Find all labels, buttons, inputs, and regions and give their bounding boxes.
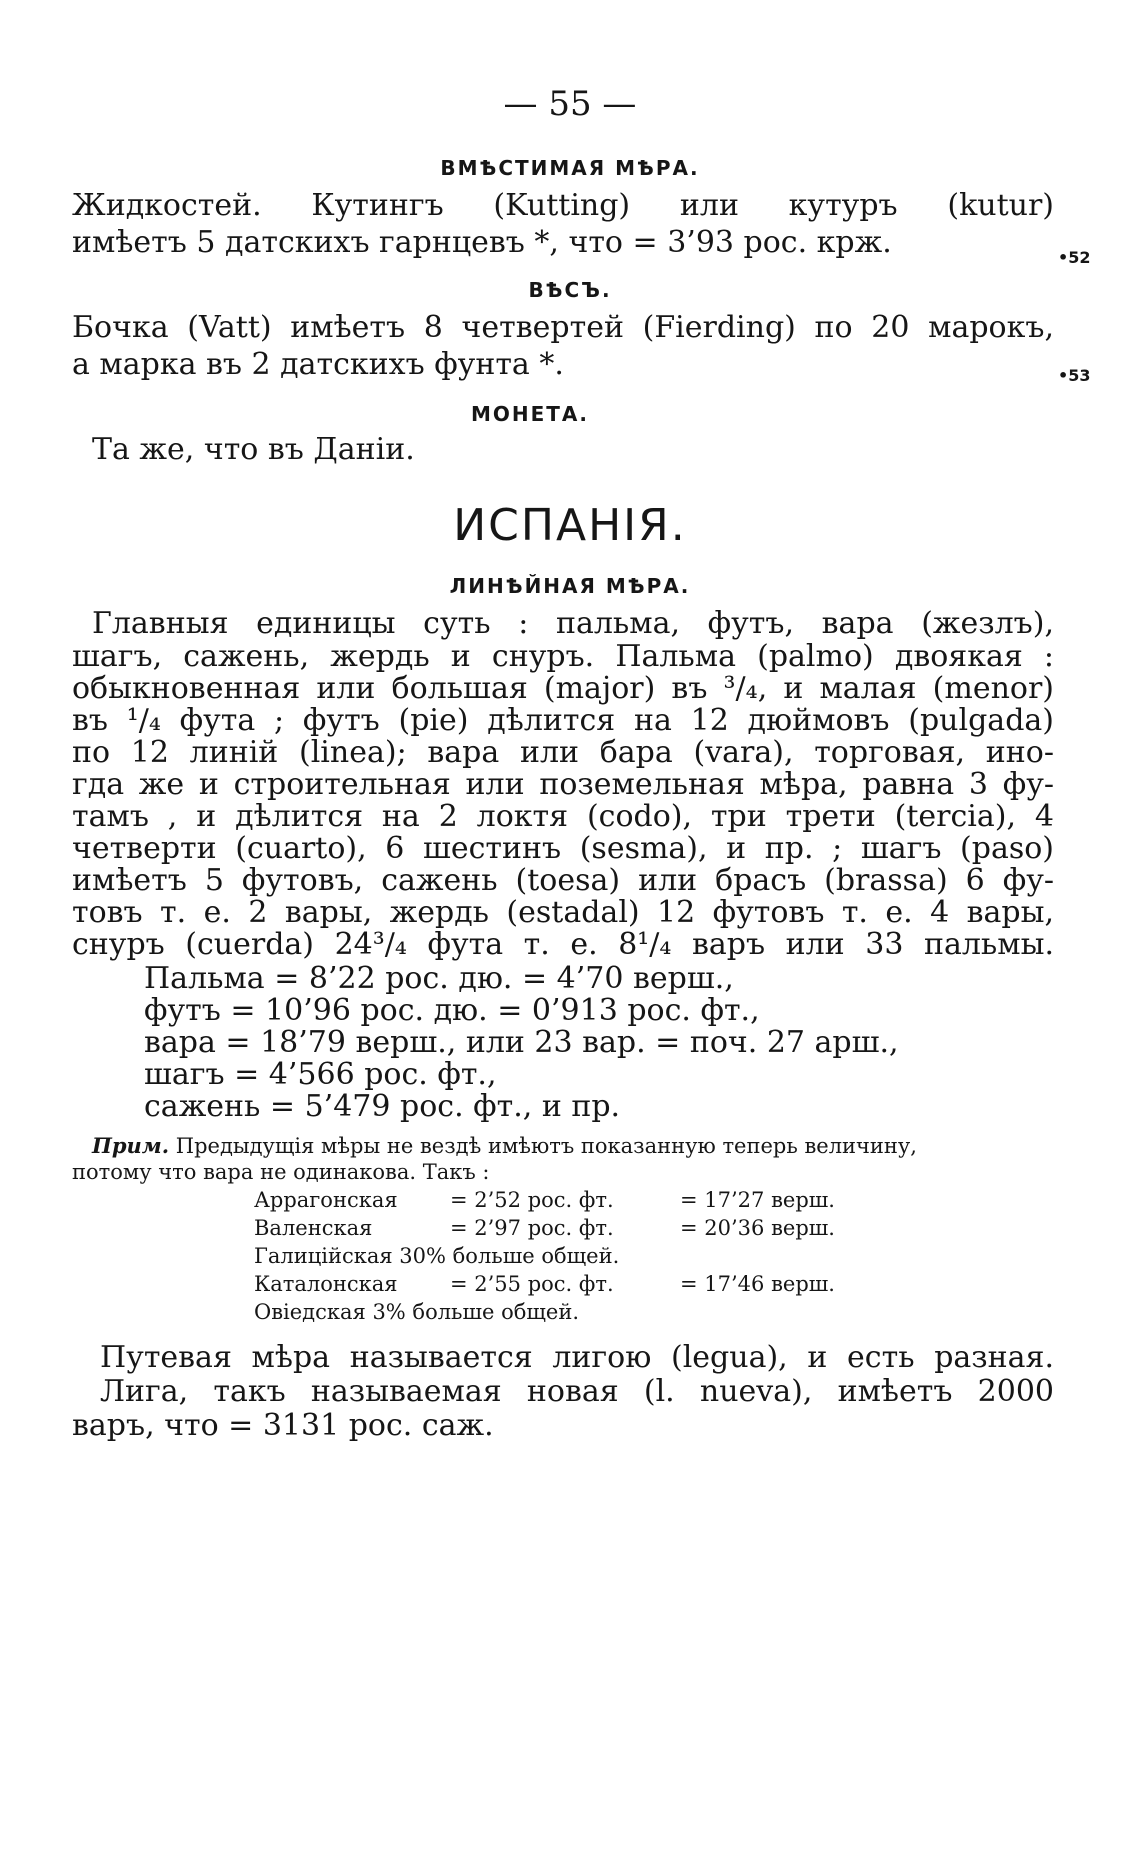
value-feet: = 2’97 рос. фт. <box>450 1216 614 1240</box>
conversion-line: вара = 18’79 верш., или 23 вар. = поч. 27 арш., <box>144 1025 899 1060</box>
paragraph-line: имѣетъ 5 футовъ, сажень (toesa) или брасъ (brassa) 6 фу- <box>72 863 1054 898</box>
note-table-row <box>254 1300 579 1324</box>
paragraph-line: снуръ (cuerda) 24³/₄ фута т. е. 8¹/₄ варъ или 33 пальмы. <box>72 927 1054 962</box>
body-line: варъ, что = 3131 рос. саж. <box>72 1408 494 1443</box>
paragraph-line: въ ¹/₄ фута ; футъ (pie) дѣлится на 12 дюймовъ (pulgada) <box>72 703 1054 738</box>
conversion-line: Пальма = 8’22 рос. дю. = 4’70 верш., <box>144 961 734 996</box>
paragraph-line: обыкновенная или большая (major) въ ³/₄, и малая (menor) <box>72 671 1054 706</box>
country-title: ИСПАНІЯ. <box>453 500 687 551</box>
note-line <box>92 1133 917 1158</box>
paragraph-line: Главныя единицы суть : пальма, футъ, вара (жезлъ), <box>92 606 1054 641</box>
value-vershok: = 20’36 верш. <box>680 1216 835 1240</box>
value-feet: = 2’55 рос. фт. <box>450 1272 614 1296</box>
body-line: Жидкостей. Кутингъ (Kutting) или кутуръ (kutur) <box>72 188 1054 223</box>
conversion-line: сажень = 5’479 рос. фт., и пр. <box>144 1089 621 1124</box>
paragraph-line: гда же и строительная или поземельная мѣра, равна 3 фу- <box>72 767 1054 802</box>
note-table-row <box>254 1216 835 1240</box>
body-line: а марка въ 2 датскихъ фунта *. <box>72 347 564 382</box>
note-table-row <box>254 1188 835 1212</box>
margin-note-number: •52 <box>1058 248 1091 267</box>
paragraph-line: четверти (cuarto), 6 шестинъ (sesma), и пр. ; шагъ (paso) <box>72 831 1054 866</box>
region-name: Аррагонская <box>254 1188 398 1212</box>
body-line: Путевая мѣра называется лигою (legua), и есть разная. <box>100 1340 1054 1375</box>
region-name: Галиційская 30% больше общей. <box>254 1244 620 1268</box>
conversion-line: футъ = 10’96 рос. дю. = 0’913 рос. фт., <box>144 993 760 1028</box>
note-table-row <box>254 1244 619 1268</box>
region-name: Валенская <box>254 1216 373 1240</box>
body-line: Бочка (Vatt) имѣетъ 8 четвертей (Fierding) по 20 марокъ, <box>72 310 1054 345</box>
region-name: Каталонская <box>254 1272 398 1296</box>
conversion-line: шагъ = 4’566 рос. фт., <box>144 1057 497 1092</box>
value-feet: = 2’52 рос. фт. <box>450 1188 614 1212</box>
paragraph-line: товъ т. е. 2 вары, жердь (estadal) 12 футовъ т. е. 4 вары, <box>72 895 1054 930</box>
section-heading-linear: ЛИНѢЙНАЯ МѢРА. <box>449 574 691 598</box>
section-heading-volume: ВМѢСТИМАЯ МѢРА. <box>440 156 700 180</box>
page-number: — 55 — <box>503 84 637 124</box>
margin-note-number: •53 <box>1058 366 1091 385</box>
paragraph-line: тамъ , и дѣлится на 2 локтя (codo), три трети (tercia), 4 <box>72 799 1054 834</box>
value-vershok: = 17’46 верш. <box>680 1272 835 1296</box>
region-name: Овіедская 3% больше общей. <box>254 1300 580 1324</box>
paragraph-line: по 12 линій (linea); вара или бара (vara), торговая, ино- <box>72 735 1054 770</box>
note-text: Предыдущія мѣры не вездѣ имѣютъ показанную теперь величину, <box>175 1134 917 1158</box>
body-line: Та же, что въ Даніи. <box>92 432 415 467</box>
paragraph-line: шагъ, сажень, жердь и снуръ. Пальма (palmo) двоякая : <box>72 639 1054 674</box>
value-vershok: = 17’27 верш. <box>680 1188 835 1212</box>
body-line: Лига, такъ называемая новая (l. nueva), имѣетъ 2000 <box>100 1374 1054 1409</box>
note-table-row <box>254 1272 835 1296</box>
section-heading-weight: ВѢСЪ. <box>528 278 612 302</box>
body-line: имѣетъ 5 датскихъ гарнцевъ *, что = 3’93 рос. крж. <box>72 225 892 260</box>
note-line: потому что вара не одинакова. Такъ : <box>72 1160 490 1184</box>
section-heading-coin: МОНЕТА. <box>470 402 590 426</box>
note-label: Прим. <box>92 1133 170 1158</box>
